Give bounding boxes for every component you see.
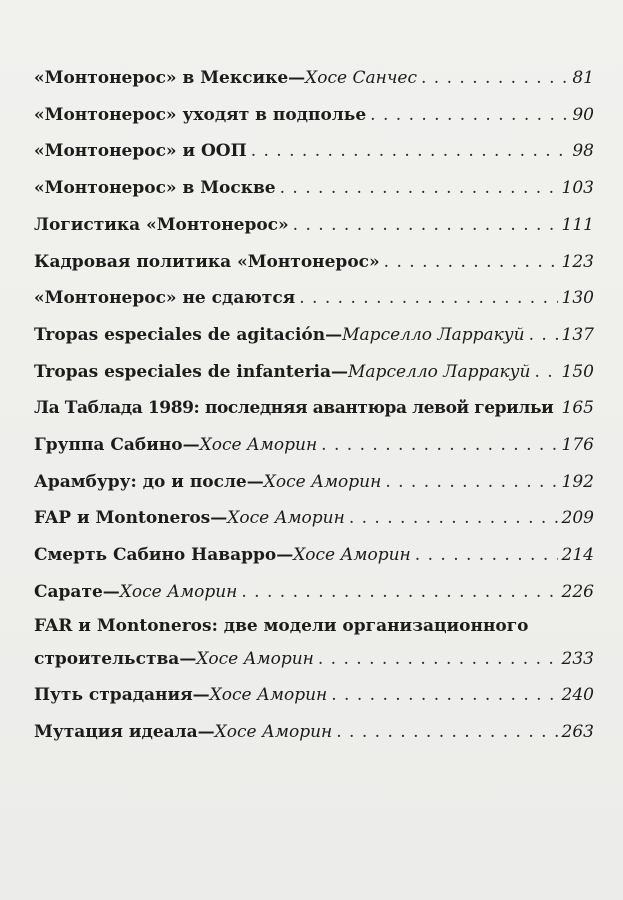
- toc-leader-dots: [299, 280, 557, 317]
- toc-entry-title: Сарате: [34, 581, 103, 602]
- toc-leader-dots: [331, 677, 557, 714]
- toc-entry-author: Хосе Аморин: [293, 545, 411, 566]
- toc-entry-page: 111: [561, 214, 594, 235]
- toc-dash: —: [331, 361, 349, 382]
- toc-entry-author: Марселло Ларракуй: [342, 324, 525, 345]
- toc-entry-title: «Монтонерос» и ООП: [34, 141, 247, 162]
- toc-leader-dots: [251, 133, 569, 170]
- toc-entry-author: Хосе Аморин: [119, 581, 238, 602]
- toc-entry-author: Марселло Ларракуй: [348, 361, 531, 382]
- toc-entry-author: Хосе Аморин: [209, 685, 328, 706]
- toc-entry-title-line2: строительства: [34, 648, 180, 669]
- toc-entry-page: 98: [572, 141, 594, 162]
- toc-entry-page: 165: [561, 398, 594, 419]
- toc-entry-title: Tropas especiales de agitación: [34, 324, 326, 345]
- toc-entry-page: 130: [561, 288, 594, 309]
- toc-leader-dots: [415, 537, 558, 574]
- toc-entry: [34, 574, 594, 611]
- toc-entry-page: 263: [561, 721, 594, 742]
- toc-entry: [34, 207, 594, 244]
- toc-dash: —: [182, 435, 200, 456]
- toc-leader-dots: [321, 427, 557, 464]
- toc-entry-author: Хосе Аморин: [199, 435, 318, 456]
- toc-entry-title: Группа Сабино: [34, 435, 183, 456]
- toc-entry: [34, 317, 594, 354]
- toc-entry: [34, 390, 594, 427]
- toc-entry: [34, 427, 594, 464]
- toc-entry-title: Ла Таблада 1989: последняя авантюра левой герильи: [34, 398, 554, 419]
- toc-dash: —: [288, 68, 306, 88]
- table-of-contents: [34, 60, 594, 751]
- toc-dash: —: [192, 685, 210, 706]
- toc-entry-author: Хосе Санчес: [305, 68, 417, 88]
- toc-leader-dots: [349, 500, 558, 537]
- toc-entry-author: Хосе Аморин: [263, 471, 382, 492]
- toc-leader-dots: [384, 244, 558, 281]
- toc-entry-title: «Монтонерос» уходят в подполье: [34, 104, 367, 125]
- toc-entry-page: 192: [561, 471, 594, 492]
- toc-entry-author: Хосе Аморин: [214, 721, 333, 742]
- toc-entry-title: Арамбуру: до и после: [34, 471, 247, 492]
- toc-entry-page: 209: [561, 508, 594, 529]
- toc-entry-page: 90: [572, 104, 594, 125]
- toc-leader-dots: [535, 354, 558, 391]
- toc-leader-dots: [370, 97, 568, 134]
- toc-entry-title: «Монтонерос» не сдаются: [34, 288, 296, 309]
- toc-entry: [34, 133, 594, 170]
- toc-entry-author: Хосе Аморин: [227, 508, 345, 529]
- toc-entry-page: 150: [561, 361, 594, 382]
- toc-leader-dots: [241, 574, 557, 611]
- toc-leader-dots: [529, 317, 558, 354]
- toc-dash: —: [197, 721, 215, 742]
- toc-entry: [34, 244, 594, 281]
- toc-entry-title: Мутация идеала: [34, 721, 198, 742]
- toc-leader-dots: [293, 207, 558, 244]
- toc-dash: —: [246, 471, 264, 492]
- toc-entry-title: FAP и Montoneros: [34, 508, 211, 529]
- toc-entry-title: Смерть Сабино Наварро: [34, 545, 277, 566]
- toc-entry-title: «Монтонерос» в Москве: [34, 178, 276, 199]
- toc-entry-page: 240: [561, 685, 594, 706]
- toc-entry-author: Хосе Аморин: [196, 648, 314, 669]
- toc-entry: [34, 97, 594, 134]
- toc-leader-dots: [318, 641, 558, 678]
- toc-entry: [34, 280, 594, 317]
- toc-leader-dots: [280, 170, 558, 207]
- toc-entry-page: 103: [561, 178, 594, 199]
- toc-entry-page: 137: [561, 324, 594, 345]
- toc-entry-title-line1: FAR и Montoneros: две модели организационного: [34, 615, 529, 636]
- toc-dash: —: [210, 508, 228, 529]
- toc-entry-page: 81: [572, 68, 594, 88]
- toc-entry-page: 233: [561, 648, 594, 669]
- toc-entry-title: Tropas especiales de infanteria: [34, 361, 332, 382]
- toc-entry-title: Путь страдания: [34, 685, 193, 706]
- toc-entry-page: 226: [561, 581, 594, 602]
- toc-entry-title: Логистика «Монтонерос»: [34, 214, 289, 235]
- toc-entry-page: 176: [561, 435, 594, 456]
- toc-entry-title: «Монтонерос» в Мексике: [34, 68, 289, 88]
- toc-entry-page: 214: [561, 545, 594, 566]
- toc-dash: —: [179, 648, 197, 669]
- toc-entry: [34, 714, 594, 751]
- toc-entry-page: 123: [561, 251, 594, 272]
- toc-entry: [34, 677, 594, 714]
- toc-entry: [34, 354, 594, 391]
- toc-entry: [34, 170, 594, 207]
- toc-dash: —: [325, 324, 343, 345]
- toc-leader-dots: [421, 60, 568, 97]
- toc-entry: [34, 537, 594, 574]
- toc-dash: —: [102, 581, 120, 602]
- toc-entry: [34, 500, 594, 537]
- toc-leader-dots: [336, 714, 557, 751]
- toc-dash: —: [276, 545, 294, 566]
- toc-entry-multiline: [34, 611, 594, 678]
- toc-leader-dots: [385, 464, 557, 501]
- toc-entry: [34, 60, 594, 97]
- toc-entry-title: Кадровая политика «Монтонерос»: [34, 251, 380, 272]
- toc-entry: [34, 464, 594, 501]
